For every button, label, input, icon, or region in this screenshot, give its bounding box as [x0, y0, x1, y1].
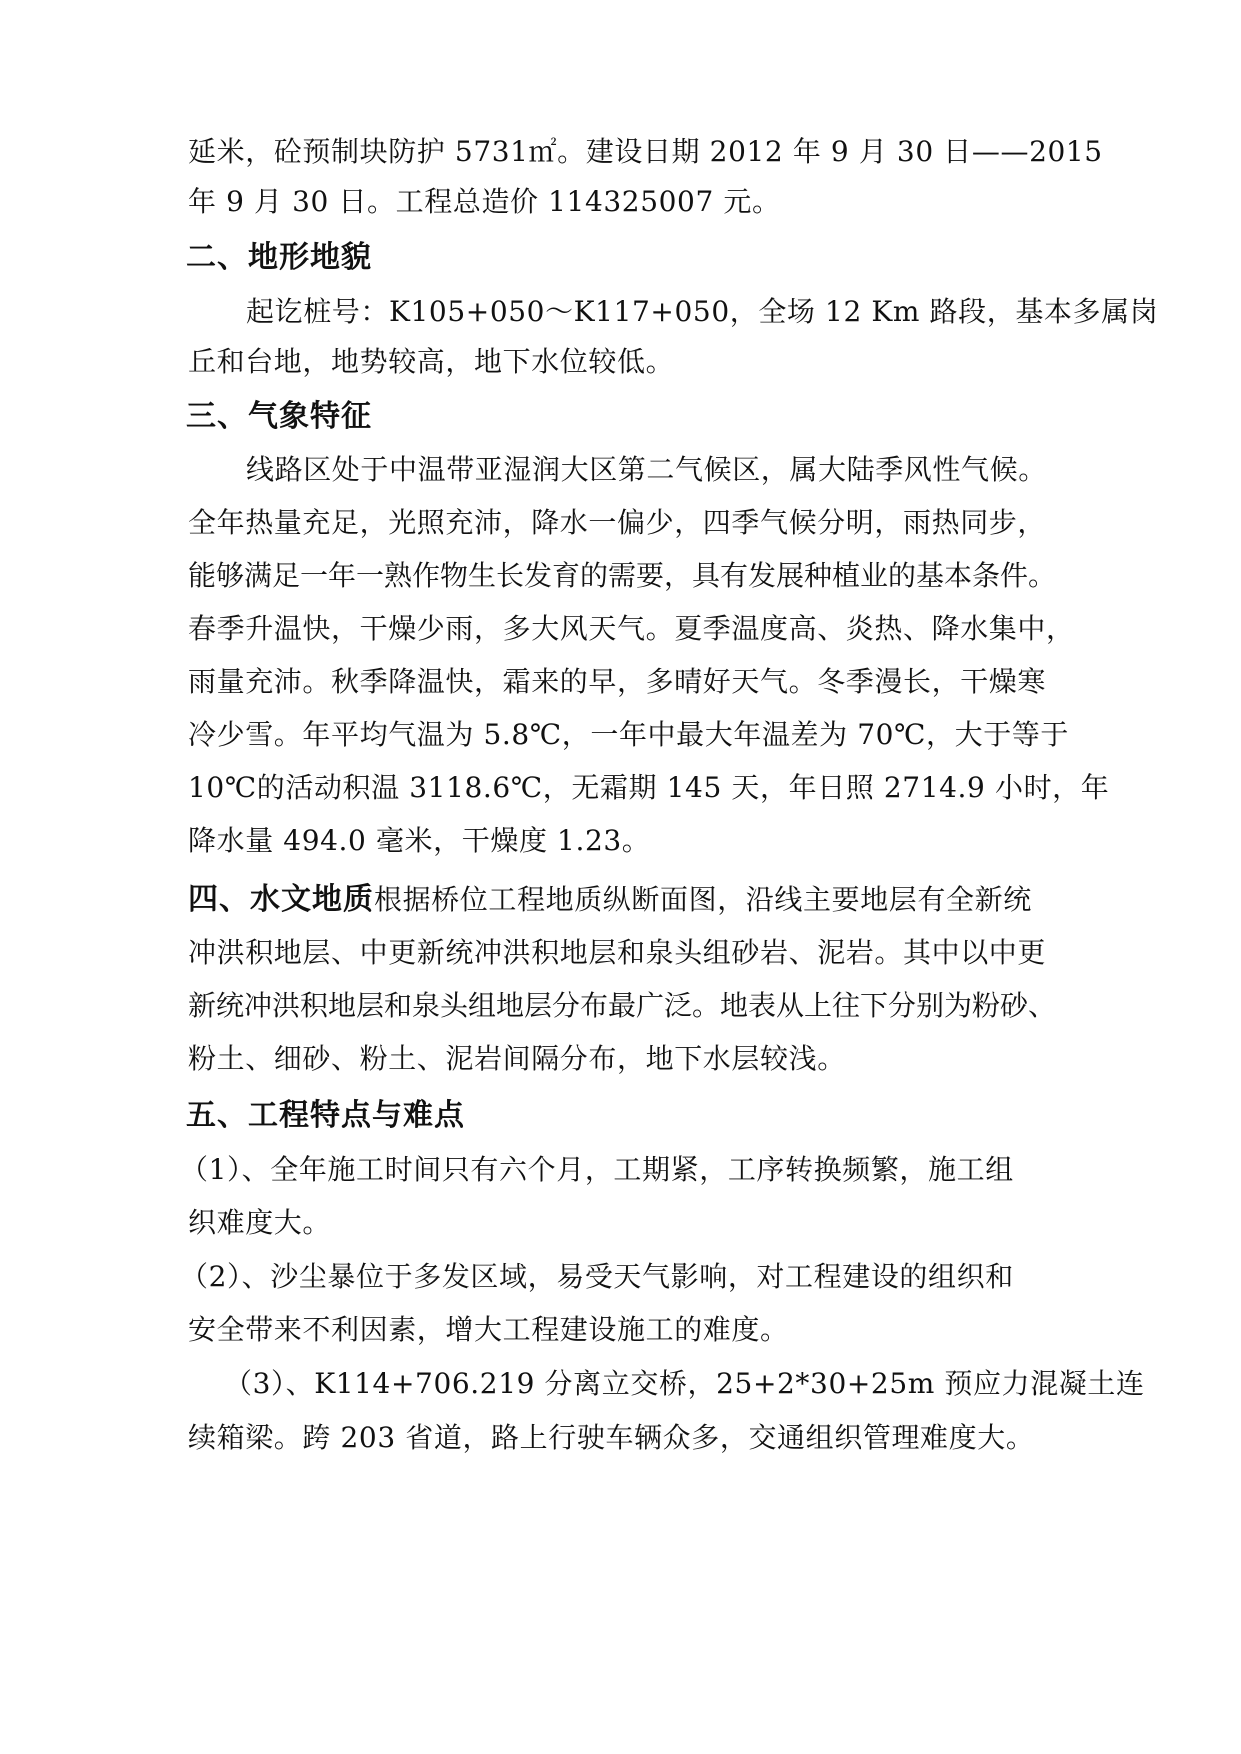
climate-line-8: 降水量 494.0 毫米，干燥度 1.23。: [188, 824, 651, 857]
feature-item-1-line-1: （1）、全年施工时间只有六个月，工期紧，工序转换频繁，施工组: [180, 1153, 1014, 1186]
hydrogeology-line-1-text: 根据桥位工程地质纵断面图，沿线主要地层有全新统: [374, 883, 1032, 916]
climate-heading: 三、气象特征: [186, 399, 372, 434]
hydrogeology-heading: 四、水文地质: [188, 882, 374, 917]
features-heading: 五、工程特点与难点: [186, 1098, 465, 1133]
terrain-heading: 二、地形地貌: [186, 240, 372, 275]
feature-item-3-line-2: 续箱梁。跨 203 省道，路上行驶车辆众多，交通组织管理难度大。: [188, 1421, 1035, 1454]
feature-item-1-line-2: 织难度大。: [188, 1206, 332, 1239]
feature-item-3-line-1: （3）、K114+706.219 分离立交桥，25+2*30+25m 预应力混凝土连: [224, 1367, 1145, 1400]
climate-line-4: 春季升温快，干燥少雨，多大风天气。夏季温度高、炎热、降水集中，: [188, 612, 1075, 645]
terrain-line-1: 起讫桩号：K105+050～K117+050，全场 12 Km 路段，基本多属岗: [246, 295, 1159, 328]
climate-line-7: 10℃的活动积温 3118.6℃，无霜期 145 天，年日照 2714.9 小时，年: [188, 771, 1110, 804]
feature-item-2-line-2: 安全带来不利因素，增大工程建设施工的难度。: [188, 1313, 789, 1346]
hydrogeology-line-2: 冲洪积地层、中更新统冲洪积地层和泉头组砂岩、泥岩。其中以中更: [188, 936, 1047, 969]
climate-line-1: 线路区处于中温带亚湿润大区第二气候区，属大陆季风性气候。: [246, 453, 1047, 486]
feature-item-2-line-1: （2）、沙尘暴位于多发区域，易受天气影响，对工程建设的组织和: [180, 1260, 1014, 1293]
climate-line-6: 冷少雪。年平均气温为 5.8℃，一年中最大年温差为 70℃，大于等于: [188, 718, 1070, 751]
hydrogeology-line-1: [188, 880, 1032, 920]
climate-line-3: 能够满足一年一熟作物生长发育的需要，具有发展种植业的基本条件。: [188, 559, 1057, 592]
hydrogeology-line-3: 新统冲洪积地层和泉头组地层分布最广泛。地表从上往下分别为粉砂、: [188, 989, 1057, 1022]
climate-line-5: 雨量充沛。秋季降温快，霜来的早，多晴好天气。冬季漫长，干燥寒: [188, 665, 1047, 698]
intro-line-2: 年 9 月 30 日。工程总造价 114325007 元。: [188, 185, 781, 218]
climate-line-2: 全年热量充足，光照充沛，降水一偏少，四季气候分明，雨热同步，: [188, 506, 1047, 539]
intro-line-1: 延米，砼预制块防护 5731㎡。建设日期 2012 年 9 月 30 日——2015: [188, 135, 1103, 168]
terrain-line-2: 丘和台地，地势较高，地下水位较低。: [188, 345, 675, 378]
hydrogeology-line-4: 粉土、细砂、粉土、泥岩间隔分布，地下水层较浅。: [188, 1042, 846, 1075]
